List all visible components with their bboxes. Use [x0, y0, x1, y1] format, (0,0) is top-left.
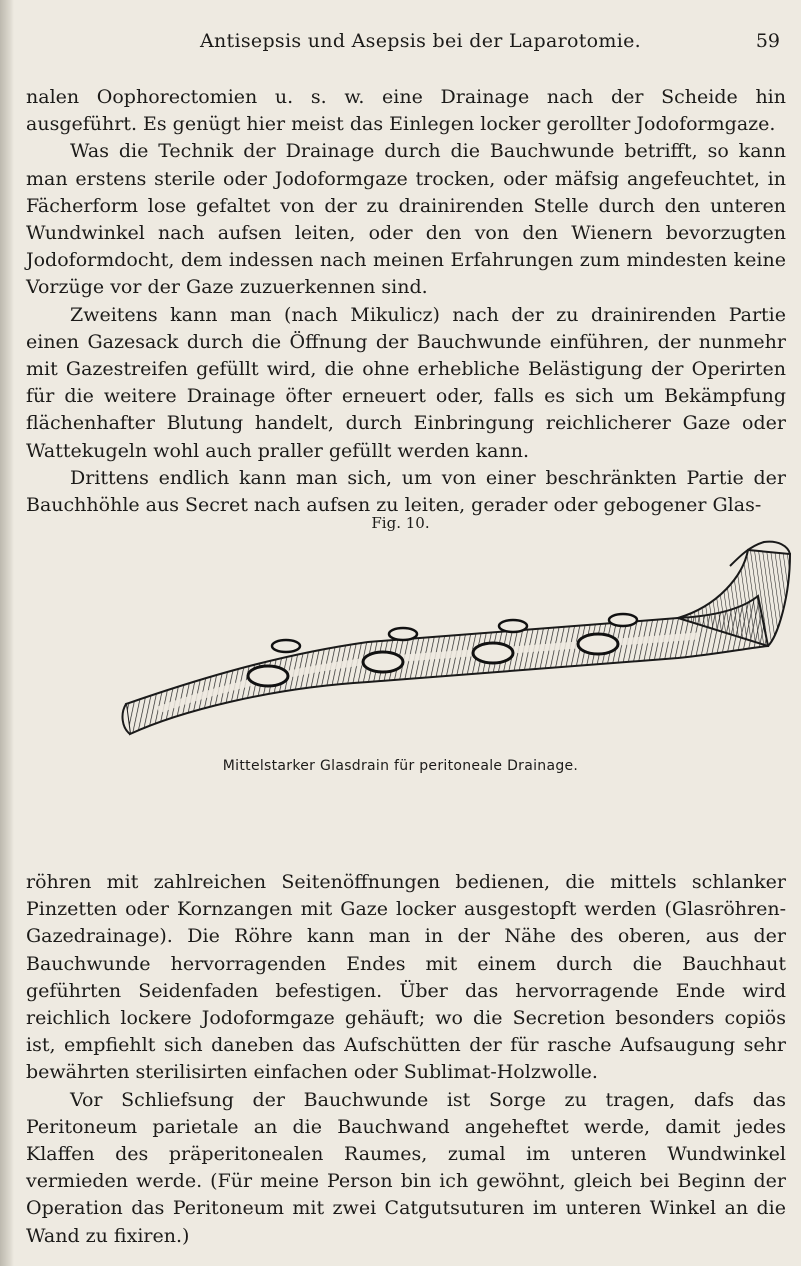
figure-caption: Mittelstarker Glasdrain für peritoneale Drainage. [222, 758, 579, 774]
running-title: Antisepsis und Asepsis bei der Laparotomie. [200, 30, 641, 52]
body-text-bottom [26, 869, 786, 1250]
paragraph: nalen Oophorectomien u. s. w. eine Drainage nach der Scheide hin ausgeführt. Es genügt hier meist das Einlegen locker gerollter Jodoformgaze. [26, 86, 786, 136]
figure-label: Fig. 10. [371, 514, 430, 532]
paragraph: Drittens endlich kann man sich, um von einer beschränkten Partie der Bauchhöhle aus Secret nach aufsen zu leiten, gerader oder gebogener Glas- [26, 466, 786, 517]
body-text-top [26, 84, 786, 519]
paragraph: Was die Technik der Drainage durch die Bauchwunde betrifft, so kann man erstens sterile oder Jodoformgaze trocken, oder mäfsig angefeuchtet, in Fächerform lose gefaltet von der zu drainirenden Stelle durch den unteren Wundwinkel nach aufsen leiten, oder den von den Wienern bevorzugten Jodoformdocht, dem indessen nach meinen Erfahrungen zum mindesten keine Vorzüge vor der Gaze zuzuerkennen sind. [26, 140, 786, 299]
paragraph: röhren mit zahlreichen Seitenöffnungen bedienen, die mittels schlanker Pinzetten oder Kornzangen mit Gaze locker ausgestopft werden (Glasröhren-Gazedrainage). Die Röhre kann man in der Nähe des oberen, aus der Bauchwunde hervorragenden Endes mit einem durch die Bauchhaut geführten Seidenfaden befestigen. Über das hervorragende Ende wird reichlich lockere Jodoformgaze gehäuft; wo die Secretion besonders copiös ist, empfiehlt sich daneben das Aufschütten der für rasche Aufsaugung sehr bewährten sterilisirten einfachen oder Sublimat-Holzwolle. [26, 871, 786, 1084]
paragraph: Vor Schliefsung der Bauchwunde ist Sorge zu tragen, dafs das Peritoneum parietale an die Bauchwand angeheftet werde, damit jedes Klaffen des präperitonealen Raumes, zumal im unteren Wundwinkel vermieden werde. (Für meine Person bin ich gewöhnt, gleich bei Beginn der Operation das Peritoneum mit zwei Catgutsuturen im unteren Winkel an die Wand zu fixiren.) [26, 1088, 786, 1247]
book-gutter-shadow [0, 0, 14, 1266]
paragraph: Zweitens kann man (nach Mikulicz) nach der zu drainirenden Partie einen Gazesack durch die Öffnung der Bauchwunde einführen, der nunmehr mit Gazestreifen gefüllt wird, die ohne erhebliche Belästigung der Operirten für die weitere Drainage öfter erneuert oder, falls es sich um Bekämpfung flächenhafter Blutung handelt, durch Einbringung reichlicherer Gaze oder Wattekugeln wohl auch praller gefüllt werden kann. [26, 303, 786, 462]
glass-drain-illustration [118, 536, 794, 746]
page-number: 59 [755, 30, 780, 52]
